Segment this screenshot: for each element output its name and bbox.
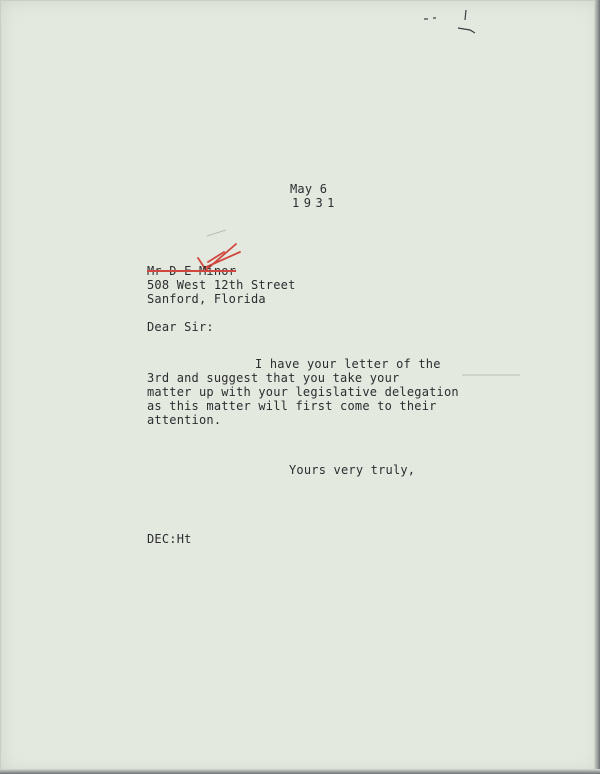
salutation: Dear Sir: bbox=[147, 320, 214, 334]
recipient-street: 508 West 12th Street bbox=[147, 278, 296, 292]
body-line: 3rd and suggest that you take your bbox=[147, 371, 400, 385]
body-line: attention. bbox=[147, 413, 222, 427]
closing: Yours very truly, bbox=[289, 463, 416, 477]
date-year: 1931 bbox=[292, 196, 339, 210]
body-line: as this matter will first come to their bbox=[147, 399, 437, 413]
page-edge-right bbox=[594, 0, 600, 774]
recipient-name: Mr D E Minor bbox=[147, 264, 237, 278]
date-month: May 6 bbox=[290, 182, 328, 196]
corner-ink-marks bbox=[424, 10, 475, 33]
body-line: I have your letter of the bbox=[255, 357, 441, 371]
typist-initials: DEC:Ht bbox=[147, 532, 192, 546]
recipient-city: Sanford, Florida bbox=[147, 292, 266, 306]
body-line: matter up with your legislative delegation bbox=[147, 385, 459, 399]
page-edge-bottom bbox=[0, 769, 600, 774]
